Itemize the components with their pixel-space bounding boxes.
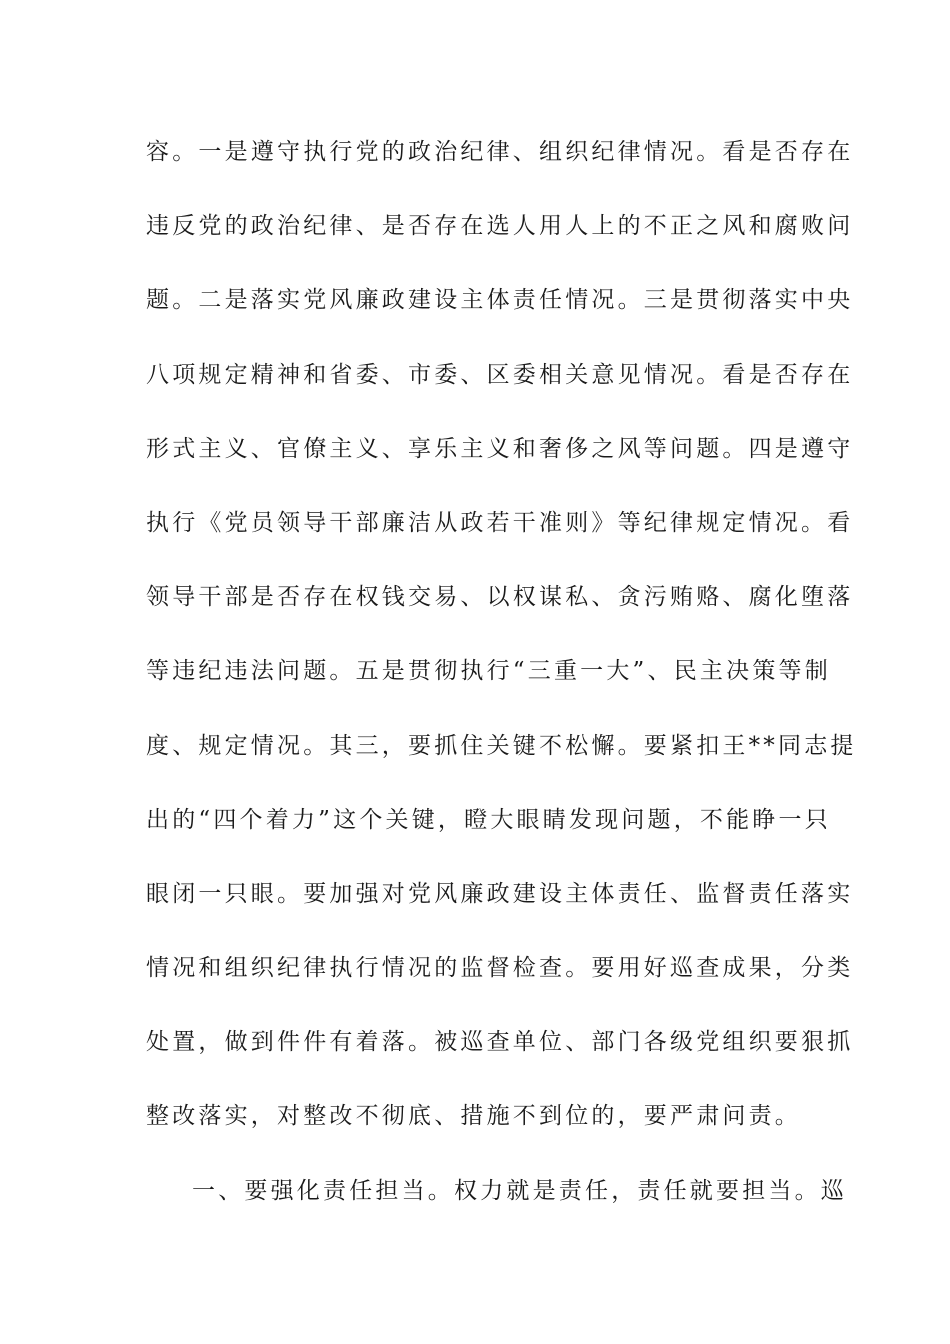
text-line: 出的“四个着力”这个关键，瞪大眼睛发现问题，不能睁一只 — [146, 806, 831, 833]
text-line: 整改落实，对整改不彻底、措施不到位的，要严肃问责。 — [146, 1103, 801, 1130]
body-text — [146, 130, 857, 1243]
text-line: 违反党的政治纪律、是否存在选人用人上的不正之风和腐败问 — [146, 213, 854, 240]
text-line: 度、规定情况。其三，要抓住关键不松懈。要紧扣王**同志提 — [146, 732, 857, 759]
text-line: 等违纪违法问题。五是贯彻执行“三重一大”、民主决策等制 — [146, 658, 831, 685]
text-line: 容。一是遵守执行党的政治纪律、组织纪律情况。看是否存在 — [146, 139, 854, 165]
text-line: 领导干部是否存在权钱交易、以权谋私、贪污贿赂、腐化堕落 — [146, 584, 854, 611]
text-line: 情况和组织纪律执行情况的监督检查。要用好巡查成果，分类 — [146, 955, 854, 982]
text-line: 形式主义、官僚主义、享乐主义和奢侈之风等问题。四是遵守 — [146, 435, 854, 462]
text-line: 执行《党员领导干部廉洁从政若干准则》等纪律规定情况。看 — [146, 509, 854, 536]
text-line: 题。二是落实党风廉政建设主体责任情况。三是贯彻落实中央 — [146, 287, 854, 314]
text-line: 眼闭一只眼。要加强对党风廉政建设主体责任、监督责任落实 — [146, 880, 854, 907]
text-line: 八项规定精神和省委、市委、区委相关意见情况。看是否存在 — [146, 361, 854, 388]
paragraph-heading-line: 一、要强化责任担当。权力就是责任，责任就要担当。巡 — [192, 1177, 847, 1204]
text-line: 处置，做到件件有着落。被巡查单位、部门各级党组织要狠抓 — [146, 1029, 854, 1056]
